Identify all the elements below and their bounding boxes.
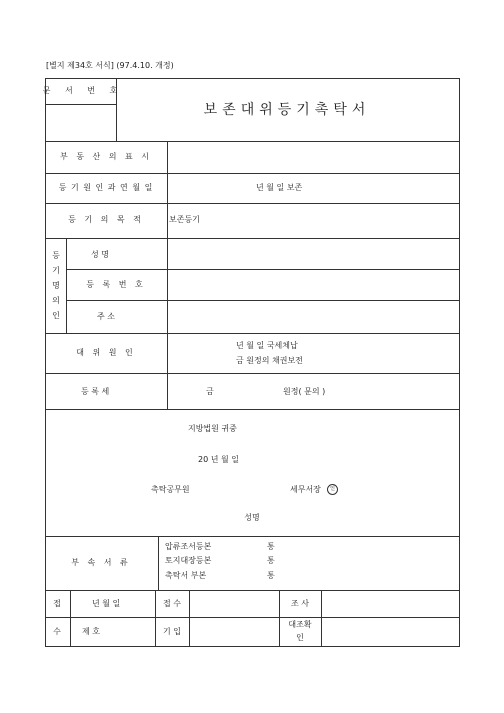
registrant-group-label: 등 기 명 의 인 [52, 251, 60, 320]
seal-name-label: 성명 [244, 513, 260, 522]
attachment-item-name: 압류조서등본 [165, 542, 212, 551]
seal-mark: 인 [327, 484, 338, 495]
cause-date-value: 년 월 일 보존 [256, 183, 303, 192]
verification-label: 인 [296, 633, 304, 642]
verification-label: 대조확 [288, 620, 312, 629]
purpose-value: 보존등기 [169, 215, 200, 224]
subrogation-line-2: 금 원정의 채권보전 [236, 356, 303, 365]
subrogation-line-1: 년 월 일 국세체납 [236, 341, 298, 350]
receipt-number-label: 접 수 [163, 599, 181, 608]
entry-label: 기 입 [163, 627, 181, 636]
receipt-date: 년 월 일 [92, 599, 121, 608]
inspection-label: 조 사 [291, 599, 309, 608]
official-label: 촉탁공무원 [151, 485, 190, 494]
registration-number-label: 등 록 번 호 [86, 280, 146, 289]
form-title: 보존대위등기촉탁서 [203, 102, 371, 118]
attachment-item-name: 촉탁서 부본 [165, 571, 207, 580]
su-label: 수 [53, 627, 61, 636]
attachment-item-unit: 통 [267, 556, 275, 565]
receipt-label: 접 [53, 599, 61, 608]
property-display-label: 부 동 산 의 표 시 [59, 152, 153, 161]
court-line: 지방법원 귀중 [188, 424, 237, 433]
tax-office-label: 세무서장 [290, 485, 321, 494]
subrogation-cause-label: 대 위 원 인 [76, 348, 136, 357]
attachment-item-unit: 통 [267, 571, 275, 580]
registration-tax-amount: 금 [206, 387, 214, 396]
attachment-item-name: 토지대장등본 [165, 556, 212, 565]
registration-tax-label: 등 록 세 [81, 387, 110, 396]
date-line: 20 년 월 일 [198, 455, 239, 464]
registration-tax-value: 원정( 문의 ) [283, 387, 326, 396]
name-label: 성 명 [91, 250, 109, 259]
attachment-item-unit: 통 [267, 542, 275, 551]
address-label: 주 소 [97, 312, 115, 321]
form-label: [별지 제34호 서식] (97.4.10. 개정) [46, 61, 174, 70]
cause-date-label: 등 기 원 인 과 연 월 일 [58, 183, 154, 192]
purpose-label: 등 기 의 목 적 [68, 215, 144, 224]
number-field: 제 호 [82, 627, 100, 636]
attachments-label: 부 속 서 류 [71, 558, 131, 567]
document-number-label: 문 서 번 호 [42, 86, 124, 95]
